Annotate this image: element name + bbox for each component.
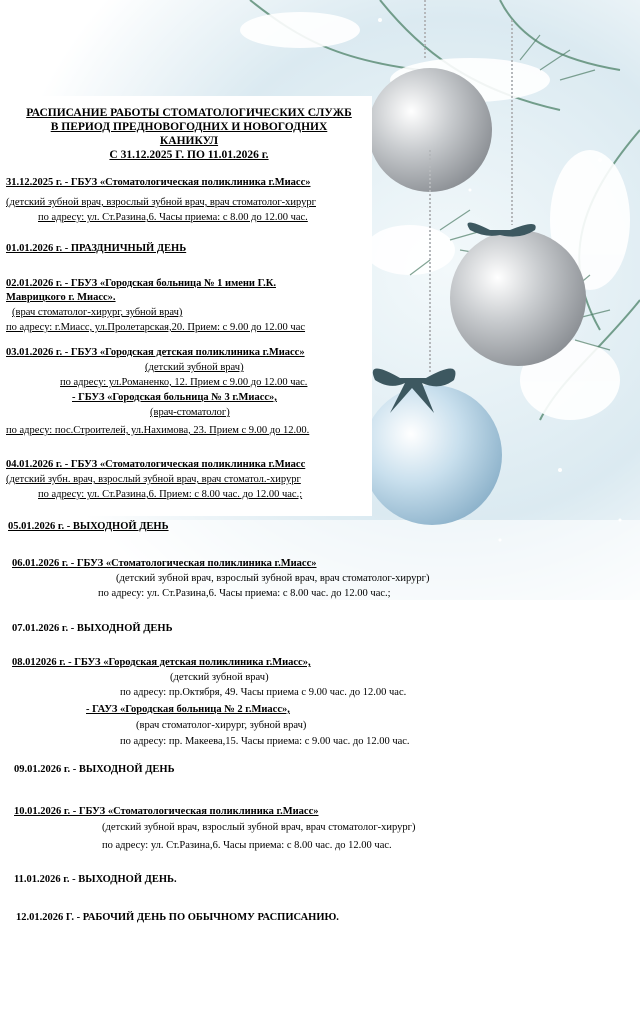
entry-0801-doctors-2: (врач стоматолог-хирург, зубной врач) [136, 720, 307, 731]
entry-0201-address: по адресу: г.Миасс, ул.Пролетарская,20. Прием: с 9.00 до 12.00 час [6, 322, 306, 333]
document-title [8, 106, 370, 162]
entry-0501-heading: 05.01.2026 г. - ВЫХОДНОЙ ДЕНЬ [8, 521, 169, 532]
entry-0301-heading-2: - ГБУЗ «Городская больница № 3 г.Миасс», [72, 392, 277, 403]
entry-0101-heading: 01.01.2026 г. - ПРАЗДНИЧНЫЙ ДЕНЬ [6, 243, 187, 254]
entry-1001-doctors: (детский зубной врач, взрослый зубной врач, врач стоматолог-хирург) [102, 822, 416, 833]
entry-0801-address-2: по адресу: пр. Макеева,15. Часы приема: с 9.00 час. до 12.00 час. [120, 736, 410, 747]
entry-3112-address: по адресу: ул. Ст.Разина,6. Часы приема: с 8.00 до 12.00 час. [38, 212, 308, 223]
title-line-1: РАСПИСАНИЕ РАБОТЫ СТОМАТОЛОГИЧЕСКИХ СЛУЖБ [26, 107, 352, 119]
entry-0201-heading-cont: Маврицкого г. Миасс». [6, 292, 116, 303]
entry-0401-doctors: (детский зубн. врач, взрослый зубной врач, врач стоматол.-хирург [6, 474, 301, 485]
entry-0801-address: по адресу: пр.Октября, 49. Часы приема с 9.00 час. до 12.00 час. [120, 687, 407, 698]
entry-1001-heading: 10.01.2026 г. - ГБУЗ «Стоматологическая поликлиника г.Миасс» [14, 806, 319, 817]
entry-0701-heading: 07.01.2026 г. - ВЫХОДНОЙ ДЕНЬ [12, 623, 173, 634]
entry-1001-address: по адресу: ул. Ст.Разина,6. Часы приема: с 8.00 час. до 12.00 час. [102, 840, 392, 851]
title-line-4: С 31.12.2025 Г. ПО 11.01.2026 г. [109, 149, 269, 161]
entry-0201-heading: 02.01.2026 г. - ГБУЗ «Городская больница № 1 имени Г.К. [6, 278, 276, 289]
entry-0201-doctors: (врач стоматолог-хирург, зубной врач) [12, 307, 183, 318]
entry-0401-heading: 04.01.2026 г. - ГБУЗ «Стоматологическая поликлиника г.Миасс [6, 459, 306, 470]
entry-0901-heading: 09.01.2026 г. - ВЫХОДНОЙ ДЕНЬ [14, 764, 175, 775]
entry-0301-heading: 03.01.2026 г. - ГБУЗ «Городская детская поликлиника г.Миасс» [6, 347, 305, 358]
entry-3112-heading: 31.12.2025 г. - ГБУЗ «Стоматологическая поликлиника г.Миасс» [6, 177, 311, 188]
title-line-2: В ПЕРИОД ПРЕДНОВОГОДНИХ И НОВОГОДНИХ [50, 121, 328, 133]
entry-0801-doctors: (детский зубной врач) [170, 672, 269, 683]
entry-0601-doctors: (детский зубной врач, взрослый зубной врач, врач стоматолог-хирург) [116, 573, 430, 584]
entry-0301-address: по адресу: ул.Романенко, 12. Прием с 9.00 до 12.00 час. [60, 377, 308, 388]
entry-0301-doctors: (детский зубной врач) [145, 362, 244, 373]
entry-0301-address-2: по адресу: пос.Строителей, ул.Нахимова, 23. Прием с 9.00 до 12.00. [6, 425, 310, 436]
entry-0801-heading-2: - ГАУЗ «Городская больница № 2 г.Миасс», [86, 704, 290, 715]
entry-3112-doctors: (детский зубной врач, взрослый зубной врач, врач стоматолог-хирург [6, 197, 316, 208]
entry-1201-heading: 12.01.2026 Г. - РАБОЧИЙ ДЕНЬ ПО ОБЫЧНОМУ РАСПИСАНИЮ. [16, 912, 339, 923]
title-line-3: КАНИКУЛ [159, 135, 219, 147]
entry-0601-address: по адресу: ул. Ст.Разина,6. Часы приема: с 8.00 час. до 12.00 час.; [98, 588, 391, 599]
entry-1101-heading: 11.01.2026 г. - ВЫХОДНОЙ ДЕНЬ. [14, 874, 177, 885]
entry-0401-address: по адресу: ул. Ст.Разина,6. Прием: с 8.00 час. до 12.00 час.; [38, 489, 303, 500]
entry-0601-heading: 06.01.2026 г. - ГБУЗ «Стоматологическая поликлиника г.Миасс» [12, 558, 317, 569]
entry-0301-doctors-2: (врач-стоматолог) [150, 407, 230, 418]
entry-0801-heading: 08.012026 г. - ГБУЗ «Городская детская поликлиника г.Миасс», [12, 657, 311, 668]
